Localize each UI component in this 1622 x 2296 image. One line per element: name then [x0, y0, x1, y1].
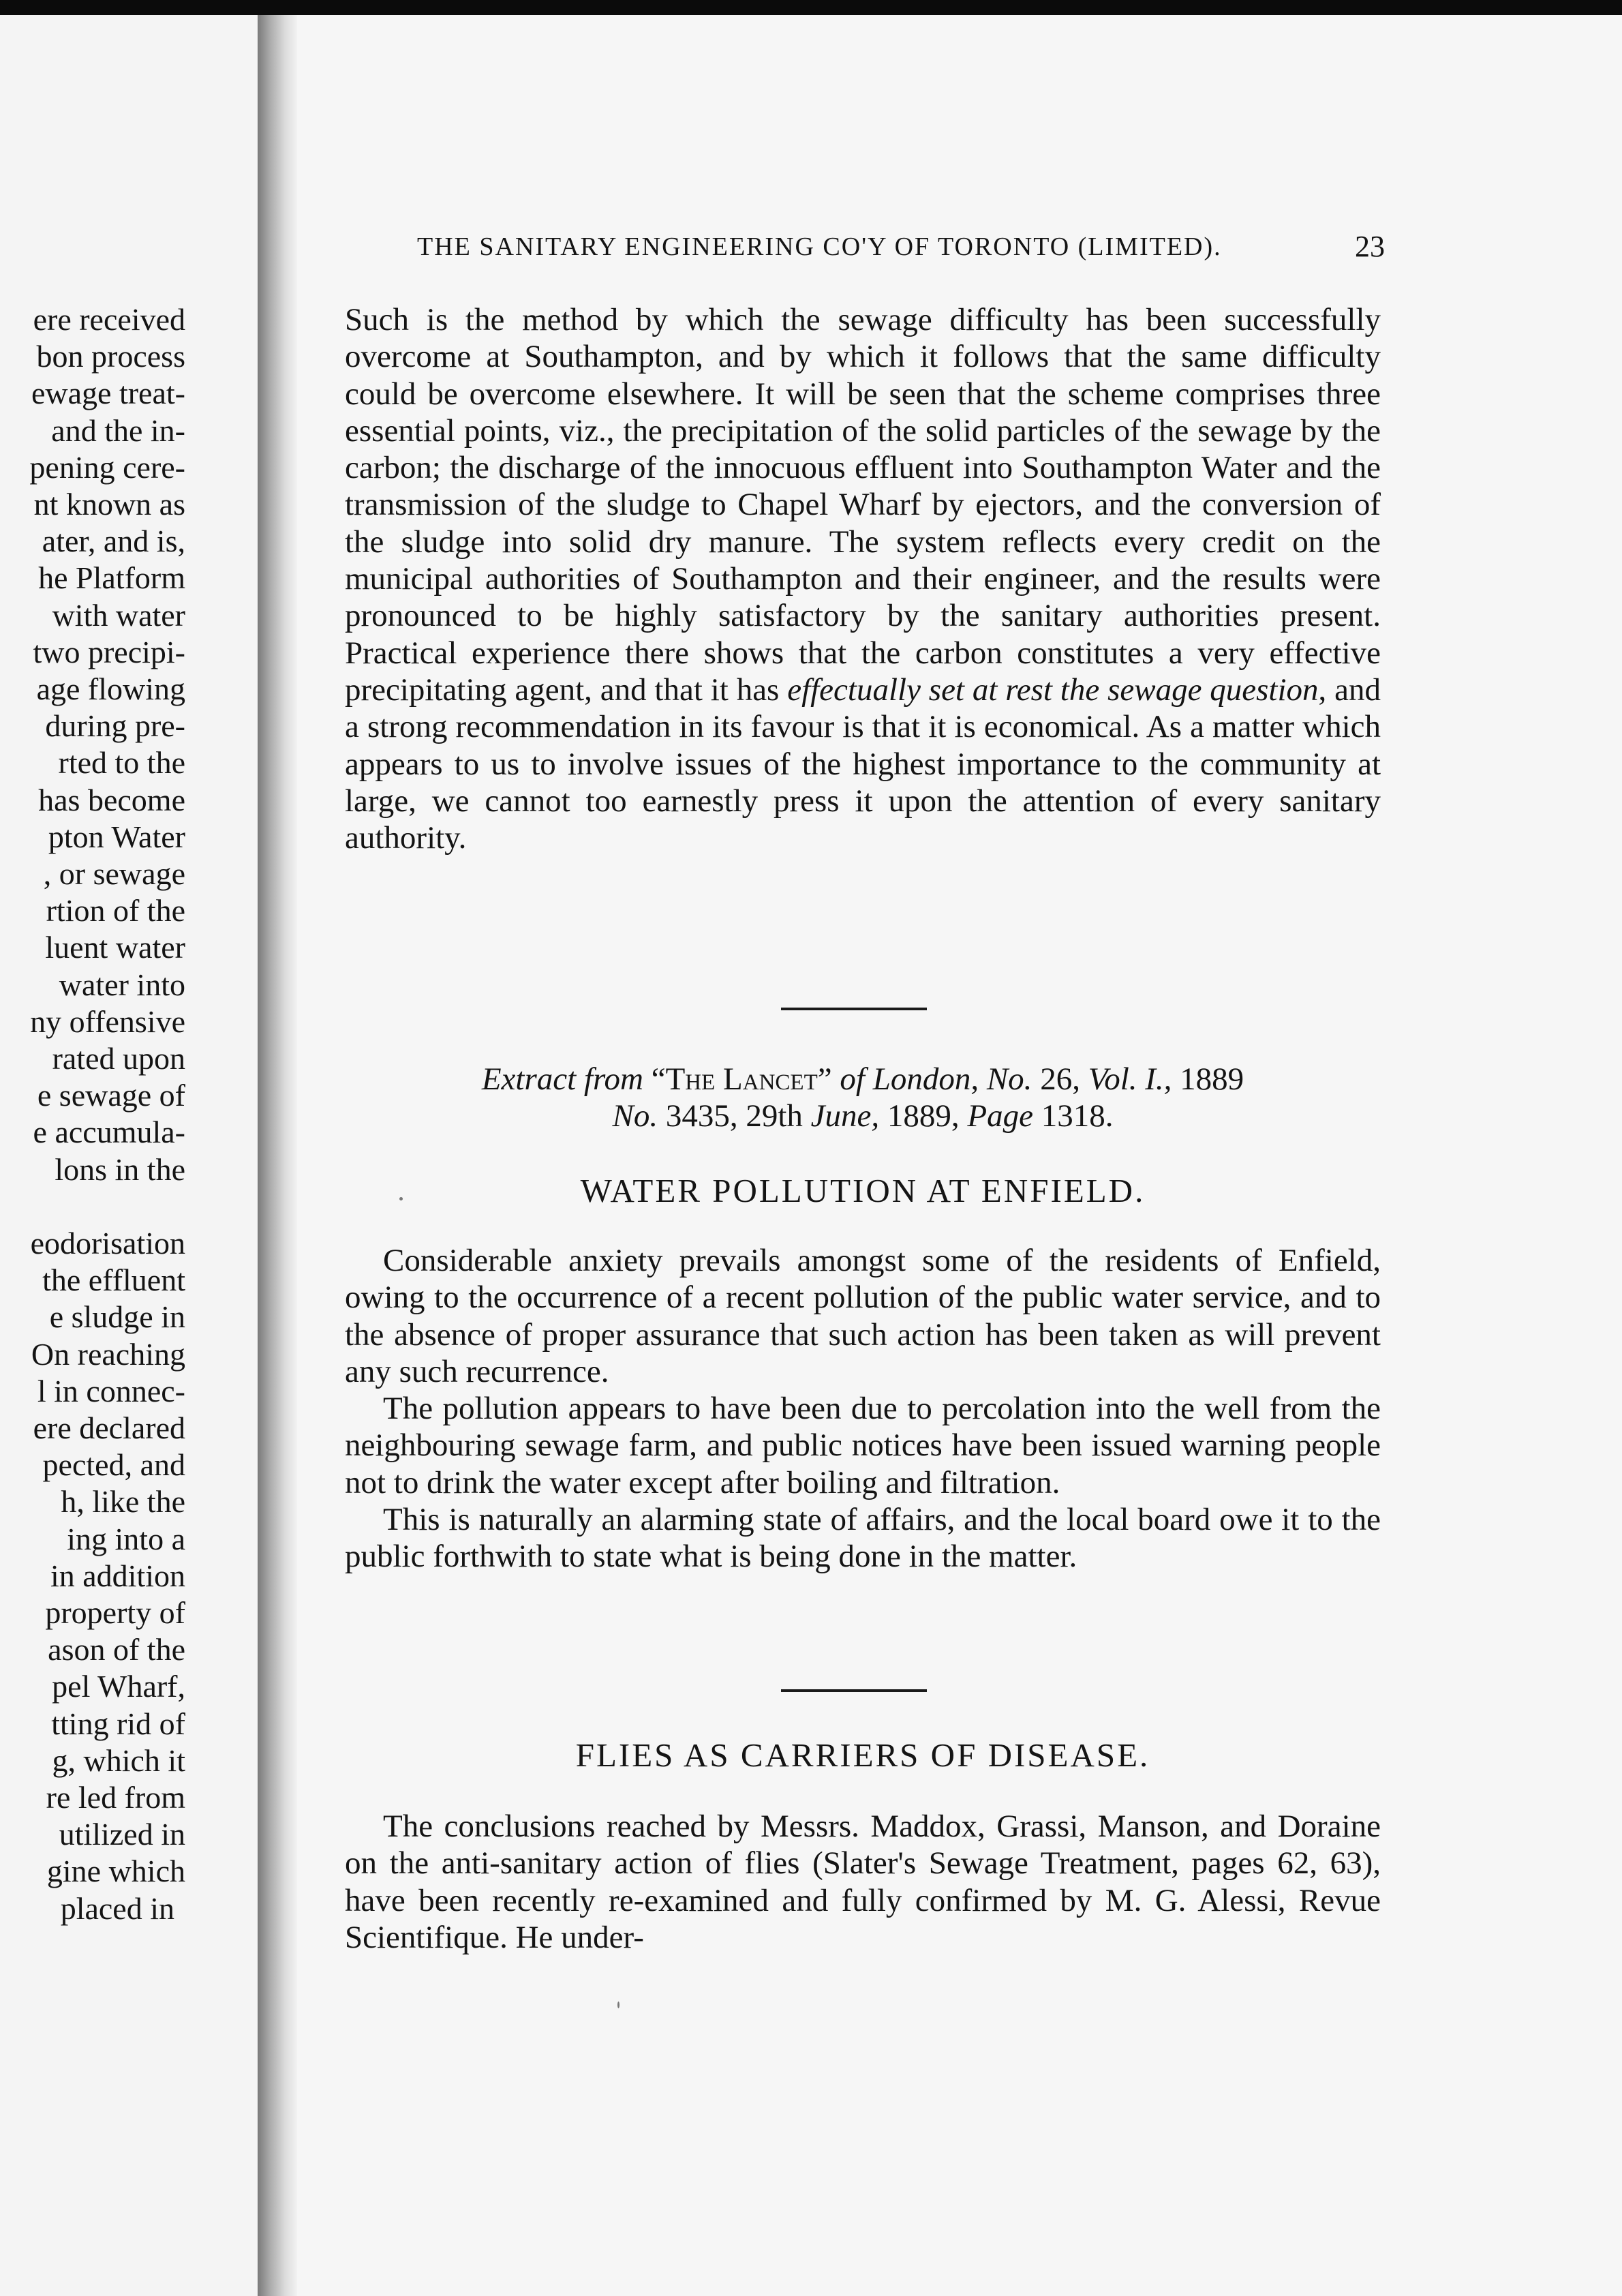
extract-city: London,: [872, 1061, 979, 1097]
page-number: 23: [1355, 230, 1385, 263]
left-page-line: pected, and: [42, 1447, 185, 1483]
left-page-line: ing into a: [67, 1521, 185, 1556]
book-gutter: [258, 15, 297, 2296]
extract-prefix: Extract from: [481, 1061, 643, 1097]
left-page-line: ason of the: [48, 1632, 185, 1667]
left-page-line: with water: [52, 597, 185, 633]
left-page-line: On reaching: [31, 1336, 185, 1372]
extract-citation: [345, 1061, 1381, 1134]
left-page-line: rated upon: [52, 1041, 185, 1076]
left-page-line: h, like the: [61, 1484, 185, 1520]
scan-speck: [617, 2002, 619, 2008]
extract-of: of: [840, 1061, 865, 1097]
extract-date-day: 29th: [746, 1098, 803, 1134]
article-paragraph: The conclusions reached by Messrs. Maddox, Grassi, Manson, and Doraine on the anti-sanitary action of flies (Slater's Sewage Treatment, pages 62, 63), have been recently re-examined and fully confirmed by M. G. Alessi, Revue Scientifique. He under-: [345, 1809, 1381, 1955]
left-page-line: ater, and is,: [42, 524, 185, 559]
left-page-line: pel Wharf,: [52, 1669, 185, 1704]
left-page-line: ny offensive: [30, 1003, 185, 1039]
left-page-line: e accumula-: [33, 1115, 185, 1150]
running-head-title: THE SANITARY ENGINEERING CO'Y OF TORONTO (LIMITED).: [417, 232, 1222, 261]
article-paragraph: Considerable anxiety prevails amongst some of the residents of Enfield, owing to the occurrence of a recent pollution of the public water service, and to the absence of proper assurance that such action has been taken as will prevent any such recurrence.: [345, 1243, 1381, 1389]
section-divider-1: [781, 1008, 927, 1010]
left-page-line: ere declared: [33, 1410, 185, 1445]
left-page-line: has become: [38, 782, 185, 817]
left-page-line: re led from: [46, 1780, 185, 1815]
left-page-line: during pre-: [45, 708, 185, 744]
extract-date-year: 1889,: [887, 1098, 960, 1134]
left-page-line: property of: [45, 1595, 185, 1630]
left-page-line: rtion of the: [46, 893, 185, 928]
scan-speck: [399, 1197, 403, 1200]
left-page-line: he Platform: [38, 560, 185, 596]
left-page-line: lons in the: [55, 1151, 185, 1187]
extract-date-rest: June,: [810, 1098, 880, 1134]
left-page-line: l in connec-: [37, 1373, 185, 1408]
scan-edge: [0, 0, 1622, 15]
left-page-line: gine which: [46, 1854, 185, 1889]
article-heading-flies: FLIES AS CARRIERS OF DISEASE.: [575, 1736, 1150, 1774]
left-page-line: two precipi-: [33, 634, 185, 669]
left-page-line: g, which it: [52, 1742, 185, 1778]
left-page-line: utilized in: [59, 1817, 185, 1852]
article-flies: [345, 1808, 1381, 1956]
section-continuation: [345, 301, 1381, 856]
extract-issue-value: 3435,: [665, 1098, 738, 1134]
continuation-paragraph: [345, 301, 1381, 856]
running-head: [417, 232, 1385, 262]
emphasis-text: effectually set at rest the sewage question: [787, 671, 1319, 708]
extract-no-value: 26,: [1040, 1061, 1080, 1097]
left-page-line: ere received: [33, 302, 185, 337]
article-paragraph: This is naturally an alarming state of affairs, and the local board owe it to the public forthwith to state what is being done in the matter.: [345, 1502, 1381, 1575]
left-page-line: placed in: [60, 1890, 174, 1926]
left-page-line: e sludge in: [49, 1299, 185, 1335]
left-page-line: and the in-: [51, 412, 185, 448]
left-page-line: , or sewage: [43, 856, 185, 891]
continuation-text: Such is the method by which the sewage difficulty has been successfully overcome at Southampton, and by which it follows that the same difficulty could be overcome elsewhere. It will be seen that the scheme comprises three essential points, viz., the precipitation of the solid particles of the sewage by the carbon; the discharge of the innocuous effluent into Southampton Water and the transmission of the sludge to Chapel Wharf by ejectors, and the conversion of the sludge into solid dry manure. The system reflects every credit on the municipal authorities of Southampton and their engineer, and the results were pronounced to be highly satisfactory by the sanitary authorities present. Practical experience there shows that the carbon constitutes a very effective precipitating agent, and that it has: [345, 302, 1381, 708]
quote-close: ”: [817, 1061, 832, 1097]
left-page-line: pening cere-: [29, 449, 185, 485]
article-heading-water-pollution: WATER POLLUTION AT ENFIELD.: [580, 1172, 1146, 1209]
article-water-pollution: [345, 1242, 1381, 1575]
extract-no-label: No.: [986, 1061, 1032, 1097]
left-page-line: nt known as: [33, 487, 185, 522]
left-page-line: bon process: [36, 339, 185, 374]
left-page-line: water into: [59, 967, 185, 1002]
left-facing-page: [0, 15, 258, 2296]
left-page-line: luent water: [45, 930, 185, 965]
source-title: The Lancet: [665, 1061, 818, 1097]
section-divider-2: [781, 1689, 927, 1692]
left-page-line: e sewage of: [37, 1078, 185, 1113]
left-page-line: eodorisation: [30, 1226, 185, 1260]
extract-year: 1889: [1180, 1061, 1244, 1097]
article-paragraph: The pollution appears to have been due to percolation into the well from the neighbouring sewage farm, and public notices have been issued warning people not to drink the water except after boiling and filtration.: [345, 1391, 1381, 1500]
left-page-line: in addition: [50, 1558, 185, 1593]
left-page-line: rted to the: [58, 745, 185, 781]
quote-open: “: [651, 1061, 666, 1097]
extract-issue-label: No.: [612, 1098, 658, 1134]
left-page-line: the effluent: [42, 1263, 185, 1298]
continuation-text-after: , and a strong recommendation in its favour is that it is economical. As a matter which appears to us to involve issues of the highest importance to the community at large, we cannot too earnestly press it upon the attention of every sanitary authority.: [345, 671, 1381, 856]
extract-page-label: Page: [967, 1098, 1033, 1134]
extract-page-value: 1318.: [1041, 1098, 1114, 1134]
left-page-line: pton Water: [48, 819, 185, 854]
left-page-line: age flowing: [36, 671, 185, 706]
left-page-line: tting rid of: [51, 1706, 185, 1741]
left-page-line: ewage treat-: [31, 376, 185, 411]
extract-vol-label: Vol. I.,: [1088, 1061, 1172, 1097]
